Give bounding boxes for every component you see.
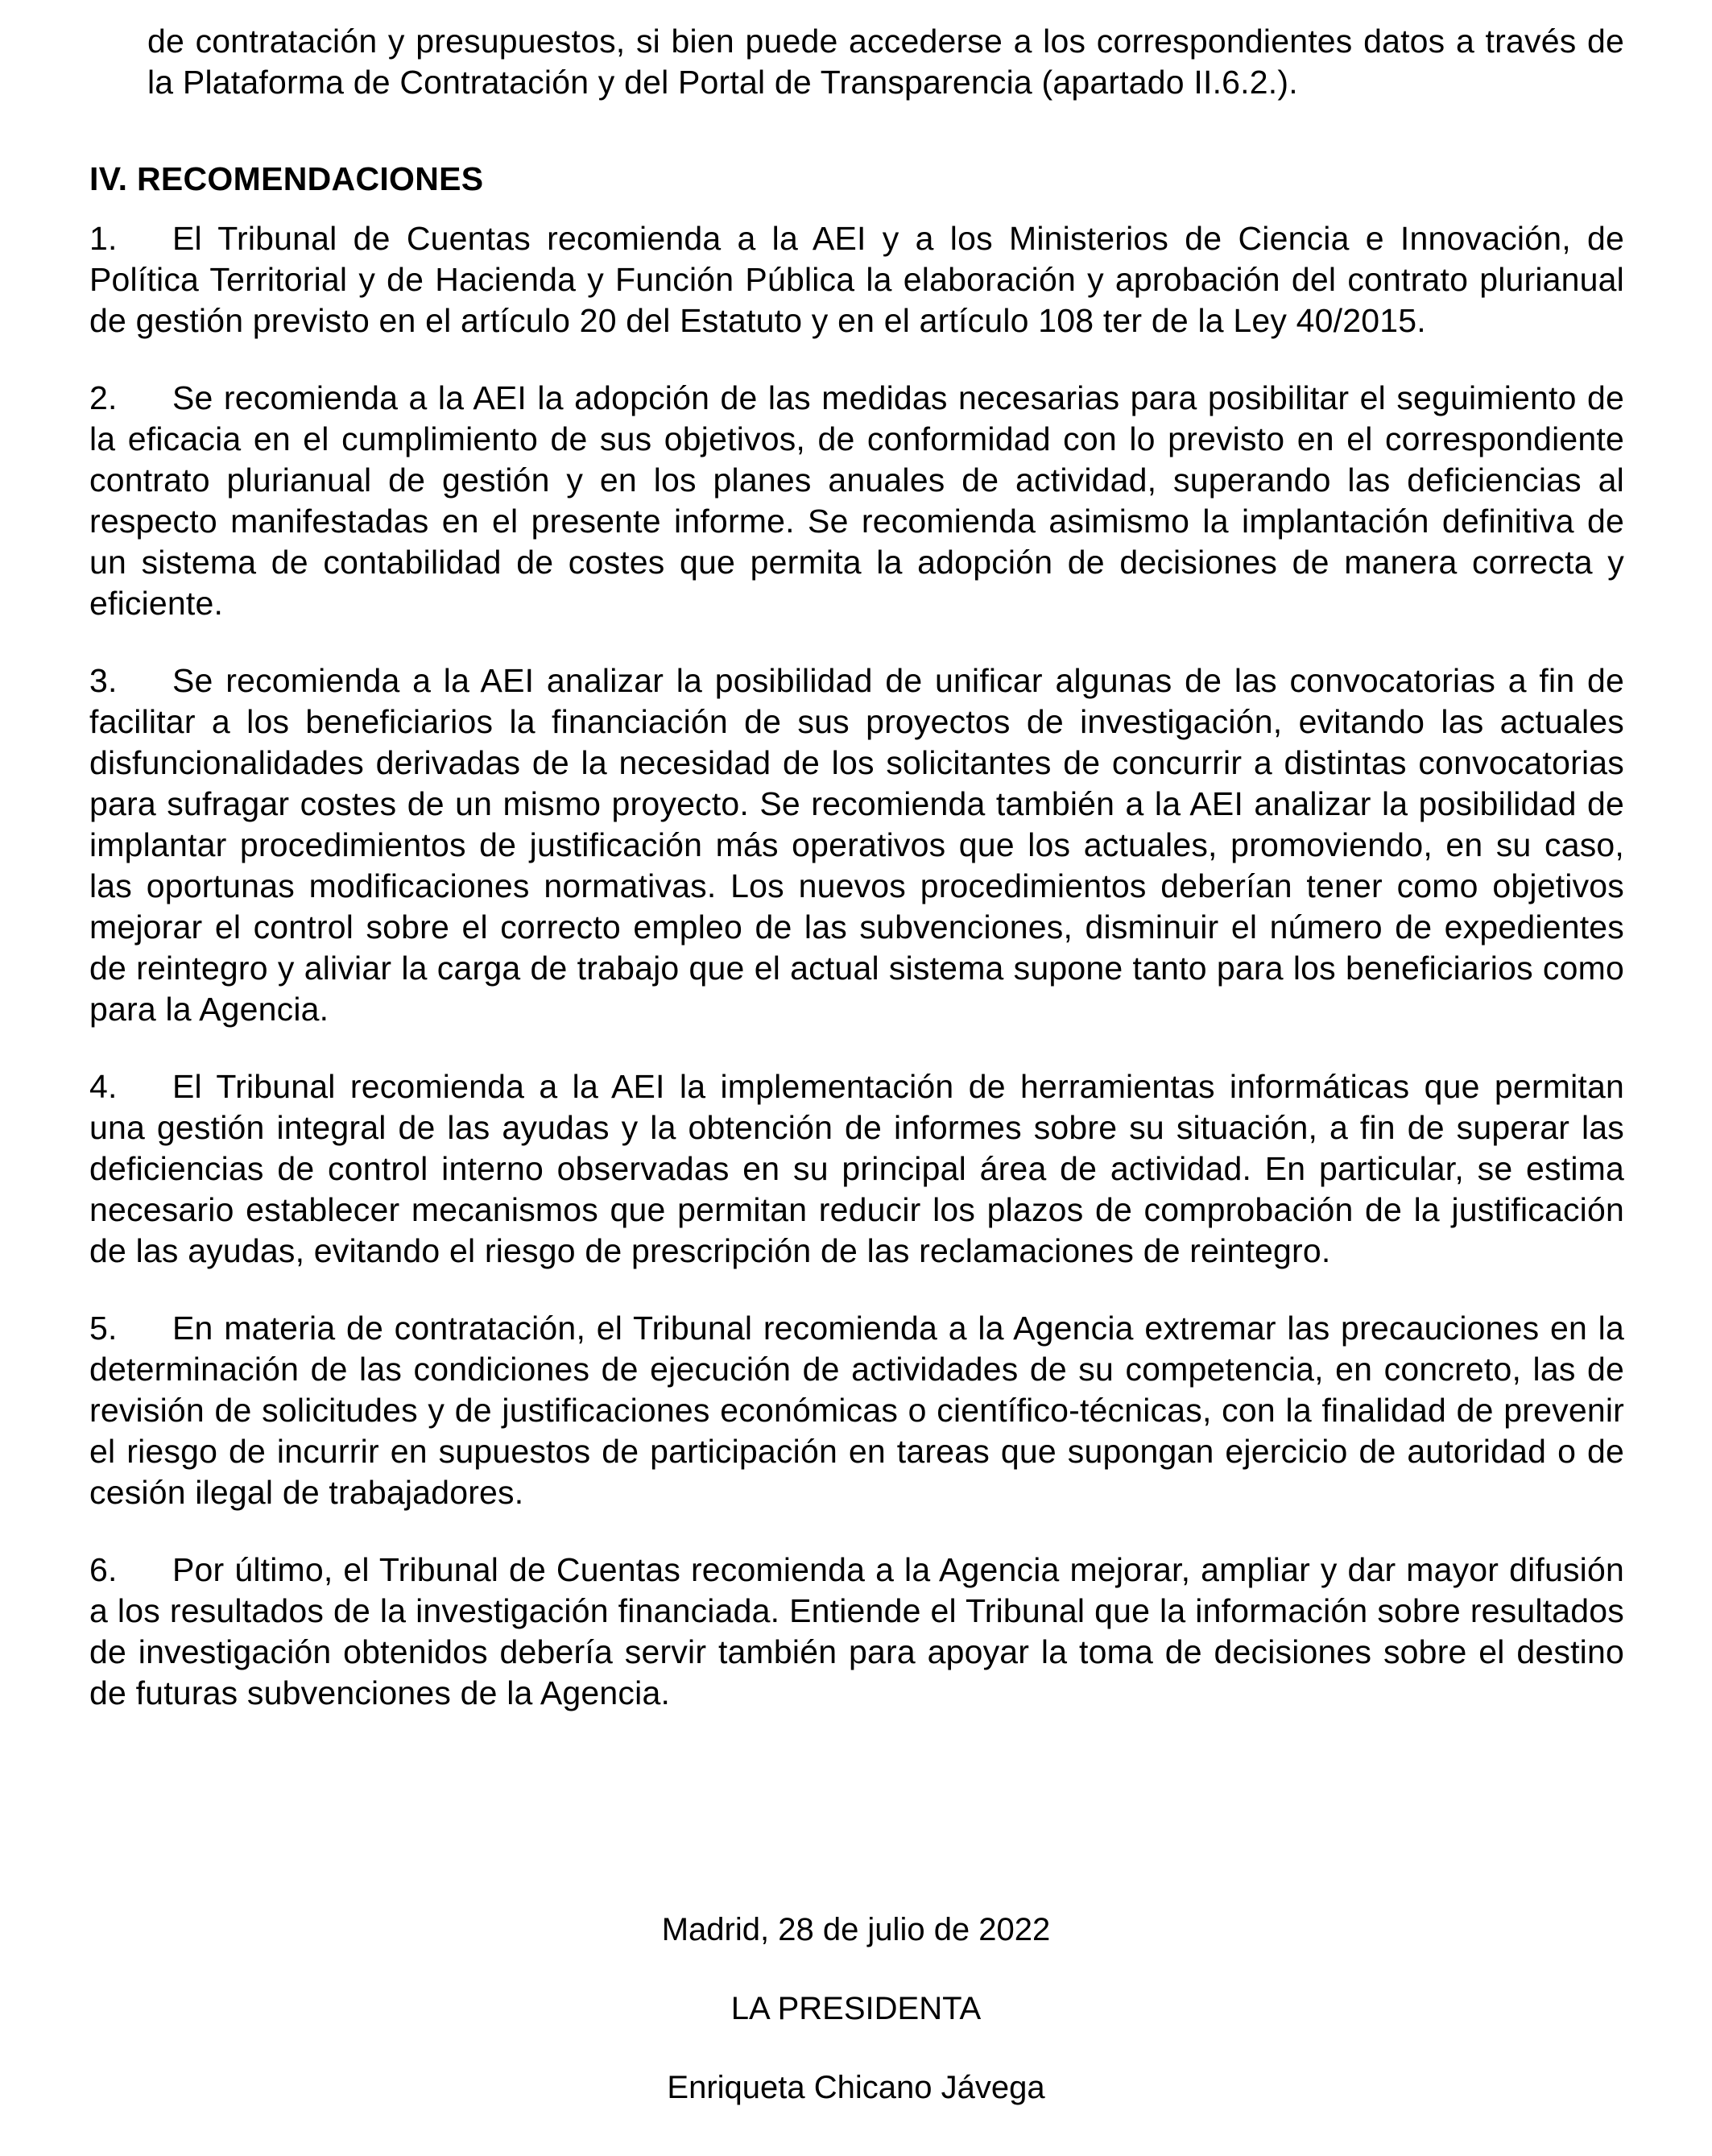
- recommendation-text: Se recomienda a la AEI la adopción de las medidas necesarias para posibilitar el seguimiento de la eficacia en el cumplimiento de sus objetivos, de conformidad con lo previsto en el correspondiente contrato plurianual de gestión y en los planes anuales de actividad, superando las deficiencias al respecto manifestadas en el presente informe. Se recomienda asimismo la implantación definitiva de un sistema de contabilidad de costes que permita la adopción de decisiones de manera correcta y eficiente.: [89, 379, 1624, 622]
- recommendation-2: [89, 378, 1624, 624]
- signature-place-date: Madrid, 28 de julio de 2022: [661, 1912, 1051, 1947]
- recommendations-list: [89, 218, 1624, 1714]
- recommendation-3: [89, 660, 1624, 1030]
- recommendation-number: 6.: [89, 1551, 118, 1588]
- recommendation-text: El Tribunal de Cuentas recomienda a la AEI y a los Ministerios de Ciencia e Innovación, de Política Territorial y de Hacienda y Función Pública la elaboración y aprobación del contrato plurianual de gestión previsto en el artículo 20 del Estatuto y en el artículo 108 ter de la Ley 40/2015.: [89, 220, 1624, 339]
- recommendation-1: [89, 218, 1624, 341]
- section-heading-recomendaciones: IV. RECOMENDACIONES: [89, 160, 484, 197]
- recommendation-number: 3.: [89, 662, 118, 699]
- continuation-paragraph: de contratación y presupuestos, si bien puede accederse a los correspondientes datos a través de la Plataforma de Contratación y del Portal de Transparencia (apartado II.6.2.).: [147, 23, 1624, 101]
- recommendation-text: En materia de contratación, el Tribunal recomienda a la Agencia extremar las precauciones en la determinación de las condiciones de ejecución de actividades de su competencia, en concreto, las de revisión de solicitudes y de justificaciones económicas o científico-técnicas, con la finalidad de prevenir el riesgo de incurrir en supuestos de participación en tareas que supongan ejercicio de autoridad o de cesión ilegal de trabajadores.: [89, 1310, 1624, 1511]
- signature-role: LA PRESIDENTA: [730, 1991, 982, 2026]
- document-body: [89, 21, 1624, 1750]
- recommendation-number: 5.: [89, 1310, 118, 1347]
- recommendation-number: 1.: [89, 220, 118, 257]
- recommendation-text: Se recomienda a la AEI analizar la posibilidad de unificar algunas de las convocatorias a fin de facilitar a los beneficiarios la financiación de sus proyectos de investigación, evitando las actuales disfuncionalidades derivadas de la necesidad de los solicitantes de concurrir a distintas convocatorias para sufragar costes de un mismo proyecto. Se recomienda también a la AEI analizar la posibilidad de implantar procedimientos de justificación más operativos que los actuales, promoviendo, en su caso, las oportunas modificaciones normativas. Los nuevos procedimientos deberían tener como objetivos mejorar el control sobre el correcto empleo de las subvenciones, disminuir el número de expedientes de reintegro y aliviar la carga de trabajo que el actual sistema supone tanto para los beneficiarios como para la Agencia.: [89, 662, 1624, 1028]
- recommendation-text: El Tribunal recomienda a la AEI la implementación de herramientas informáticas que permitan una gestión integral de las ayudas y la obtención de informes sobre su situación, a fin de superar las deficiencias de control interno observadas en su principal área de actividad. En particular, se estima necesario establecer mecanismos que permitan reducir los plazos de comprobación de la justificación de las ayudas, evitando el riesgo de prescripción de las reclamaciones de reintegro.: [89, 1068, 1624, 1269]
- recommendation-number: 2.: [89, 379, 118, 416]
- recommendation-5: [89, 1308, 1624, 1513]
- signature-name: Enriqueta Chicano Jávega: [667, 2070, 1045, 2105]
- recommendation-4: [89, 1066, 1624, 1272]
- recommendation-6: [89, 1550, 1624, 1714]
- recommendation-text: Por último, el Tribunal de Cuentas recomienda a la Agencia mejorar, ampliar y dar mayor difusión a los resultados de la investigación financiada. Entiende el Tribunal que la información sobre resultados de investigación obtenidos debería servir también para apoyar la toma de decisiones sobre el destino de futuras subvenciones de la Agencia.: [89, 1551, 1624, 1711]
- recommendation-number: 4.: [89, 1068, 118, 1105]
